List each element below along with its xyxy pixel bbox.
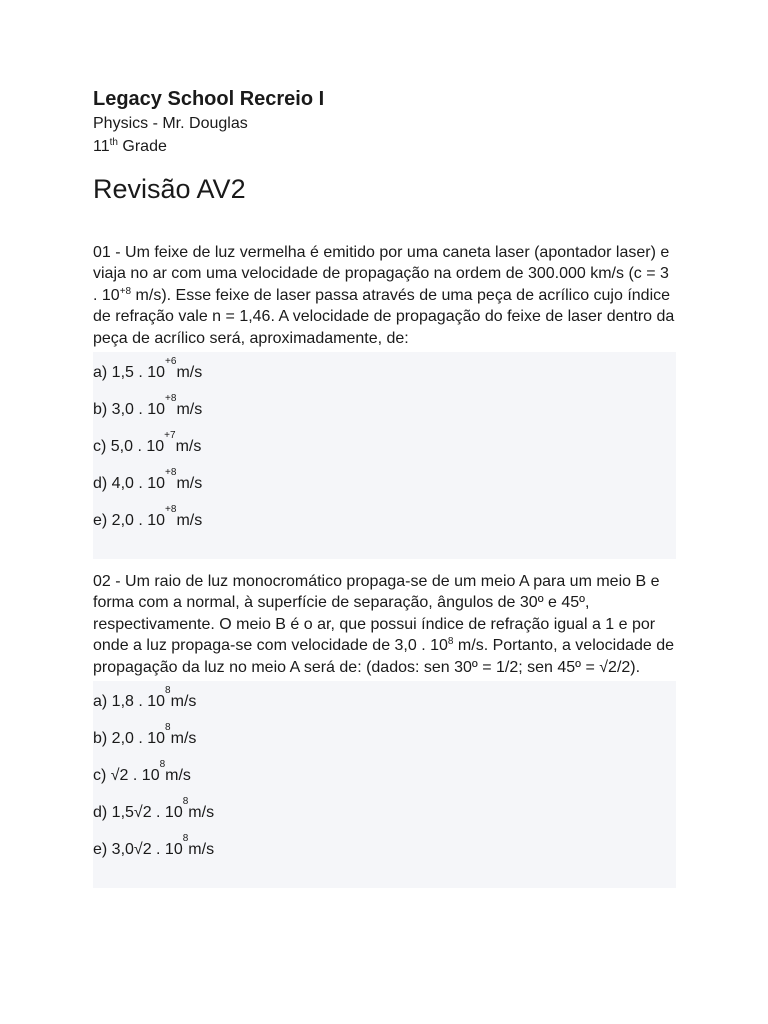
option-unit: m/s <box>176 475 203 493</box>
option-text: a) 1,5 . 10 <box>93 364 166 382</box>
grade-number: 11 <box>93 138 110 155</box>
option-2e: e) 3,0√2 . 10 8 m/s <box>93 833 215 859</box>
option-1b: b) 3,0 . 10 +8 m/s <box>93 393 203 419</box>
question-1-exponent: +8 <box>119 285 132 297</box>
grade-suffix: th <box>109 137 118 148</box>
option-unit: m/s <box>176 512 203 530</box>
option-1a: a) 1,5 . 10 +6 m/s <box>93 356 203 382</box>
question-1-options <box>93 352 676 559</box>
option-2d: d) 1,5√2 . 10 8 m/s <box>93 796 215 822</box>
option-1c: c) 5,0 . 10 +7 m/s <box>93 430 202 456</box>
option-text: d) 4,0 . 10 <box>93 475 166 493</box>
option-text: e) 3,0√2 . 10 <box>93 841 183 859</box>
option-2b: b) 2,0 . 10 8 m/s <box>93 722 197 748</box>
question-1-stem <box>93 242 676 349</box>
option-2a: a) 1,8 . 10 8 m/s <box>93 685 197 711</box>
option-text: b) 2,0 . 10 <box>93 730 166 748</box>
question-2-stem <box>93 571 676 678</box>
option-unit: m/s <box>165 767 191 785</box>
option-text: d) 1,5√2 . 10 <box>93 804 183 822</box>
grade-word: Grade <box>122 138 167 155</box>
option-text: c) √2 . 10 <box>93 767 160 785</box>
option-unit: m/s <box>175 438 202 456</box>
option-unit: m/s <box>188 841 215 859</box>
question-2-text-end: m/s. Portanto, a velocidade de propagação da luz no meio A será de: (dados: sen 30º = 1/2; sen 45º = √2/2). <box>93 637 675 676</box>
question-1-text-end: m/s). Esse feixe de laser passa através de uma peça de acrílico cujo índice de refração vale n = 1,46. A velocidade de propagação do feixe de laser dentro da peça de acrílico será, aproximadamente, de: <box>93 286 675 347</box>
option-unit: m/s <box>170 693 197 711</box>
question-2-exponent: 8 <box>447 636 454 648</box>
option-unit: m/s <box>176 401 203 419</box>
document-page <box>93 86 676 888</box>
option-1d: d) 4,0 . 10 +8 m/s <box>93 467 203 493</box>
grade-line <box>93 135 676 158</box>
option-text: a) 1,8 . 10 <box>93 693 166 711</box>
school-name: Legacy School Recreio I <box>93 88 325 110</box>
page-title: Revisão AV2 <box>93 174 246 204</box>
option-text: b) 3,0 . 10 <box>93 401 166 419</box>
option-unit: m/s <box>188 804 215 822</box>
option-text: c) 5,0 . 10 <box>93 438 165 456</box>
option-unit: m/s <box>170 730 197 748</box>
option-text: e) 2,0 . 10 <box>93 512 166 530</box>
question-2-text: 02 - Um raio de luz monocromático propaga-se de um meio A para um meio B e forma com a normal, à superfície de separação, ângulos de 30º e 45º, respectivamente. O meio B é o ar, que possui índice de refração igual a 1 e por onde a luz propaga-se com velocidade de 3,0 . 10 <box>93 573 660 655</box>
question-2-options <box>93 681 676 888</box>
course-line: Physics - Mr. Douglas <box>93 115 248 132</box>
option-unit: m/s <box>176 364 203 382</box>
option-2c: c) √2 . 10 8 m/s <box>93 759 191 785</box>
question-1-text: 01 - Um feixe de luz vermelha é emitido por uma caneta laser (apontador laser) e viaja no ar com uma velocidade de propagação na ordem de 300.000 km/s (c = 3 . 10 <box>93 244 670 304</box>
option-1e: e) 2,0 . 10 +8 m/s <box>93 504 203 530</box>
